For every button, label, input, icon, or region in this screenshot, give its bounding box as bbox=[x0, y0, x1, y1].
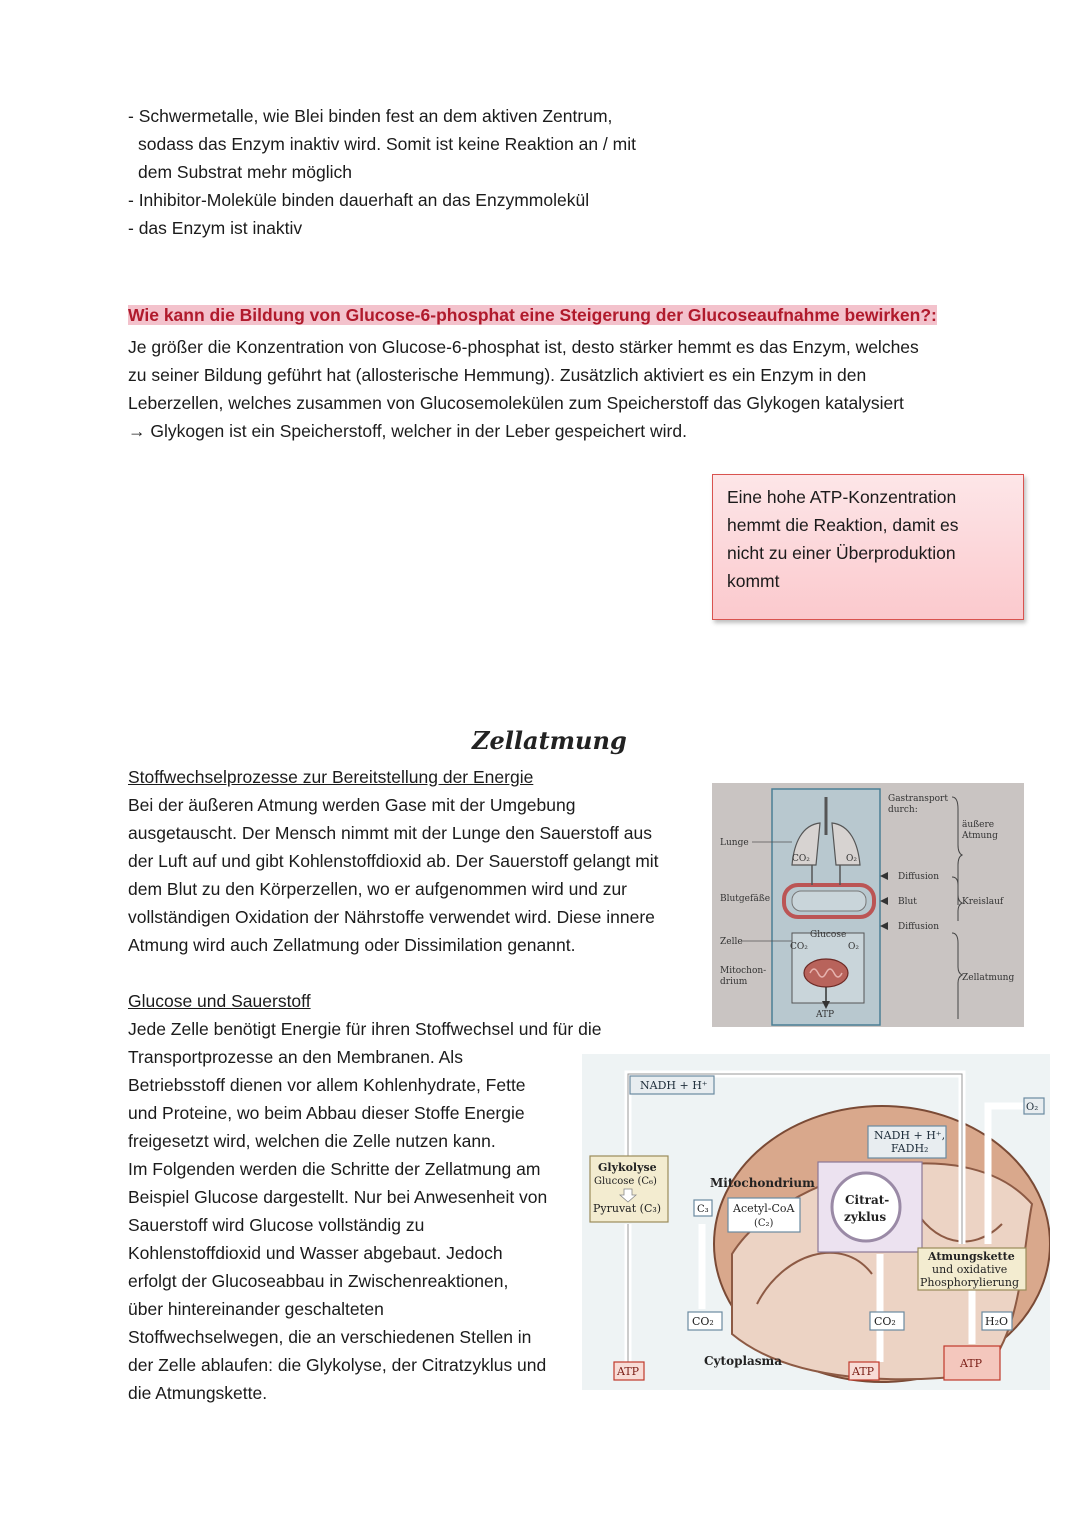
label-nadh-2: NADH + H⁺, bbox=[874, 1129, 946, 1142]
label-o2-cell: O₂ bbox=[848, 942, 859, 952]
label-citrat-2: zyklus bbox=[844, 1210, 887, 1224]
atp-callout bbox=[712, 474, 1024, 620]
para1-line-1: Bei der äußeren Atmung werden Gase mit der Umgebung bbox=[128, 795, 576, 815]
intro-line-3: dem Substrat mehr möglich bbox=[138, 162, 352, 182]
callout-line-2: hemmt die Reaktion, damit es bbox=[727, 515, 959, 535]
label-o2-lung: O₂ bbox=[846, 854, 857, 864]
label-citrat-1: Citrat- bbox=[845, 1193, 890, 1207]
label-atp-fig1: ATP bbox=[816, 1010, 835, 1020]
para2-line-7: Beispiel Glucose dargestellt. Nur bei Anwesenheit von bbox=[128, 1187, 548, 1207]
label-co2-b: CO₂ bbox=[874, 1315, 896, 1328]
answer-line-3: Leberzellen, welches zusammen von Glucosemolekülen zum Speicherstoff das Glykogen katalysiert bbox=[128, 393, 904, 413]
label-diffusion-2: Diffusion bbox=[898, 922, 939, 932]
para1-line-5: vollständigen Oxidation der Nährstoffe verwendet wird. Diese innere bbox=[128, 907, 655, 927]
respiration-overview-figure bbox=[712, 783, 1024, 1027]
label-c2: (C₂) bbox=[754, 1218, 774, 1229]
label-nadh: NADH + H⁺ bbox=[640, 1079, 708, 1092]
label-oxidative: und oxidative bbox=[932, 1263, 1008, 1276]
label-h2o: H₂O bbox=[985, 1315, 1009, 1328]
para1-line-6: Atmung wird auch Zellatmung oder Dissimilation genannt. bbox=[128, 935, 576, 955]
label-phosphorylierung: Phosphorylierung bbox=[920, 1276, 1019, 1289]
label-co2-cell: CO₂ bbox=[790, 942, 808, 952]
subheading-glucose: Glucose und Sauerstoff bbox=[128, 991, 311, 1011]
answer-line-1: Je größer die Konzentration von Glucose-6-phosphat ist, desto stärker hemmt es das Enzym, welches bbox=[128, 337, 919, 357]
label-atp-1: ATP bbox=[617, 1365, 640, 1378]
label-atmungskette: Atmungskette bbox=[928, 1250, 1015, 1263]
label-pyruvat: Pyruvat (C₃) bbox=[593, 1202, 662, 1215]
para1-line-4: dem Blut zu den Körperzellen, wo er aufgenommen wird und zur bbox=[128, 879, 628, 899]
intro-line-2: sodass das Enzym inaktiv wird. Somit ist keine Reaktion an / mit bbox=[138, 134, 636, 154]
label-mitochondrium: Mitochondrium bbox=[710, 1176, 815, 1190]
label-gastransport: Gastransport bbox=[888, 794, 948, 804]
para2-line-1: Jede Zelle benötigt Energie für ihren Stoffwechsel und für die bbox=[128, 1019, 602, 1039]
intro-line-5: - das Enzym ist inaktiv bbox=[128, 218, 303, 238]
label-o2-fig2: O₂ bbox=[1026, 1102, 1039, 1113]
cellular-respiration-figure bbox=[582, 1054, 1050, 1390]
label-aeussere: äußere bbox=[962, 820, 995, 830]
para2-line-14: die Atmungskette. bbox=[128, 1383, 268, 1403]
label-co2-lung: CO₂ bbox=[792, 854, 810, 864]
para2-line-11: über hintereinander geschalteten bbox=[128, 1299, 384, 1319]
label-zelle: Zelle bbox=[720, 937, 743, 947]
label-cytoplasma: Cytoplasma bbox=[704, 1354, 783, 1368]
para2-line-6: Im Folgenden werden die Schritte der Zellatmung am bbox=[128, 1159, 541, 1179]
para2-line-4: und Proteine, wo beim Abbau dieser Stoffe Energie bbox=[128, 1103, 525, 1123]
label-atp-3: ATP bbox=[960, 1357, 983, 1370]
para2-line-5: freigesetzt wird, welchen die Zelle nutzen kann. bbox=[128, 1131, 496, 1151]
label-lunge: Lunge bbox=[720, 838, 749, 848]
question-heading: Wie kann die Bildung von Glucose-6-phosphat eine Steigerung der Glucoseaufnahme bewirken?: bbox=[128, 305, 937, 325]
callout-line-1: Eine hohe ATP-Konzentration bbox=[727, 487, 957, 507]
para2-line-3: Betriebsstoff dienen vor allem Kohlenhydrate, Fette bbox=[128, 1075, 526, 1095]
label-atmung: Atmung bbox=[962, 831, 998, 841]
label-fadh2: FADH₂ bbox=[891, 1142, 929, 1155]
label-glucose-c6: Glucose (C₆) bbox=[594, 1176, 657, 1187]
label-blutgefaesse: Blutgefäße bbox=[720, 894, 771, 904]
label-diffusion-1: Diffusion bbox=[898, 872, 939, 882]
label-mito-1: Mitochon- bbox=[720, 966, 767, 976]
para2-line-12: Stoffwechselwegen, die an verschiedenen Stellen in bbox=[128, 1327, 532, 1347]
section-title: Zellatmung bbox=[472, 726, 627, 755]
para2-line-13: der Zelle ablaufen: die Glykolyse, der Citratzyklus und bbox=[128, 1355, 547, 1375]
label-co2-a: CO₂ bbox=[692, 1315, 714, 1328]
para2-line-10: erfolgt der Glucoseabbau in Zwischenreaktionen, bbox=[128, 1271, 509, 1291]
intro-line-1: - Schwermetalle, wie Blei binden fest an dem aktiven Zentrum, bbox=[128, 106, 613, 126]
para1-line-3: der Luft auf und gibt Kohlenstoffdioxid ab. Der Sauerstoff gelangt mit bbox=[128, 851, 659, 871]
label-c3: C₃ bbox=[697, 1204, 709, 1215]
answer-line-4: → Glykogen ist ein Speicherstoff, welcher in der Leber gespeichert wird. bbox=[128, 421, 687, 441]
para1-line-2: ausgetauscht. Der Mensch nimmt mit der Lunge den Sauerstoff aus bbox=[128, 823, 652, 843]
label-glucose: Glucose bbox=[810, 930, 847, 940]
label-acetyl-coa: Acetyl-CoA bbox=[733, 1202, 795, 1215]
para2-line-9: Kohlenstoffdioxid und Wasser abgebaut. Jedoch bbox=[128, 1243, 503, 1263]
label-atp-2: ATP bbox=[852, 1365, 875, 1378]
label-kreislauf: Kreislauf bbox=[962, 897, 1004, 907]
label-glykolyse: Glykolyse bbox=[598, 1161, 657, 1174]
label-durch: durch: bbox=[888, 805, 918, 815]
label-blut: Blut bbox=[898, 897, 917, 907]
para2-line-8: Sauerstoff wird Glucose vollständig zu bbox=[128, 1215, 425, 1235]
para2-line-2: Transportprozesse an den Membranen. Als bbox=[128, 1047, 463, 1067]
intro-line-4: - Inhibitor-Moleküle binden dauerhaft an das Enzymmolekül bbox=[128, 190, 590, 210]
label-mito-2: drium bbox=[720, 977, 748, 987]
label-zellatmung: Zellatmung bbox=[962, 973, 1015, 983]
callout-line-3: nicht zu einer Überproduktion bbox=[727, 543, 956, 563]
callout-line-4: kommt bbox=[727, 571, 780, 591]
answer-line-2: zu seiner Bildung geführt hat (allosterische Hemmung). Zusätzlich aktiviert es ein Enzym in den bbox=[128, 365, 867, 385]
subheading-energy: Stoffwechselprozesse zur Bereitstellung der Energie bbox=[128, 767, 534, 787]
